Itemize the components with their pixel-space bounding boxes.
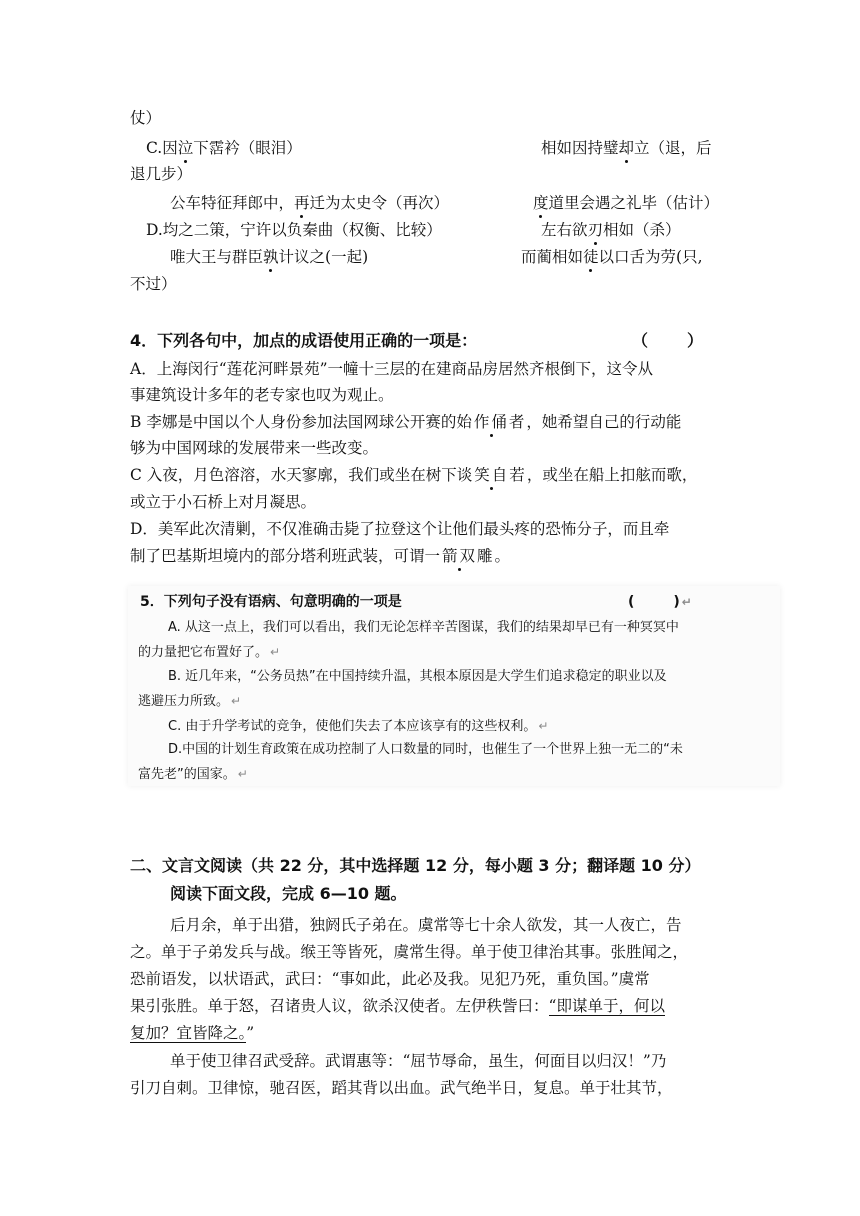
q3-option-d-left: D.均之二策，宁许以负秦曲（权衡、比较）: [146, 221, 442, 239]
passage-line-5: 复加？宜皆降之。”: [130, 1024, 255, 1042]
q3-option-c2-right: 度道里会遇之礼毕（估计）: [533, 194, 720, 212]
q3-option-d-right: 左右欲刃相如（杀）: [541, 221, 681, 239]
q3-line-7: 不过）: [130, 275, 177, 293]
q5-option-d-line2: 富先老”的国家。 ↵: [138, 767, 248, 782]
q3-option-d2-left: 唯大王与群臣孰计议之(一起): [170, 248, 369, 266]
q3-option-c2-left: 公车特征拜郎中，再迁为太史令（再次）: [170, 194, 450, 212]
underlined-sentence: 复加？宜皆降之。: [130, 1024, 247, 1042]
dotted-char: 却: [618, 139, 635, 157]
passage-line-6: 单于使卫律召武受辞。武谓惠等：“屈节辱命，虽生，何面目以归汉！”乃: [170, 1052, 667, 1070]
q5-option-a-line1: A. 从这一点上，我们可以看出，我们无论怎样辛苦图谋，我们的结果却早已有一种冥冥中: [168, 620, 679, 635]
q4-option-d-line1: D．美军此次清剿，不仅准确击毙了拉登这个让他们最头疼的恐怖分子，而且牵: [130, 520, 670, 538]
q5-option-d-line1: D.中国的计划生育政策在成功控制了人口数量的同时，也催生了一个世界上独一无二的“未: [168, 742, 683, 757]
q3-line-1: 仗）: [130, 109, 162, 127]
dotted-idiom: 始作俑者: [456, 413, 527, 431]
section-2-instructions: 阅读下面文段，完成 6—10 题。: [170, 884, 407, 903]
dotted-char: 徒: [583, 248, 599, 266]
q3-option-c-left: C.因泣下霑衿（眼泪）: [146, 139, 302, 157]
passage-line-7: 引刀自刺。卫律惊，驰召医，蹈其背以出血。武气绝半日，复息。单于壮其节，: [130, 1079, 673, 1097]
return-mark-icon: ↵: [270, 645, 281, 659]
passage-line-2: 之。单于子弟发兵与战。缑王等皆死，虞常生得。单于使卫律治其事。张胜闻之，: [130, 943, 689, 961]
return-mark-icon: ↵: [538, 719, 549, 733]
q3-line-3: 退几步）: [130, 165, 193, 183]
q4-title: 4．下列各句中，加点的成语使用正确的一项是：: [130, 331, 478, 350]
return-mark-icon: ↵: [231, 694, 242, 708]
q4-option-c-line2: 或立于小石桥上对月凝思。: [130, 493, 317, 511]
q4-option-c-line1: C 入夜，月色溶溶，水天寥廓，我们或坐在树下谈笑自若，或坐在船上扣舷而歌，: [130, 466, 698, 484]
q4-option-b-line1: B 李娜是中国以个人身份参加法国网球公开赛的始作俑者，她希望自己的行动能: [130, 413, 682, 431]
q4-option-a-line1: A．上海闵行“莲花河畔景苑”一幢十三层的在建商品房居然齐根倒下，这令从: [130, 360, 654, 378]
q5-option-c-line1: C. 由于升学考试的竞争，使他们失去了本应该享有的这些权利。 ↵: [168, 719, 549, 734]
dotted-idiom: 一箭双雕: [424, 547, 495, 565]
underlined-sentence: “即谋单于，何以: [548, 997, 665, 1015]
q4-option-b-line2: 够为中国网球的发展带来一些改变。: [130, 439, 379, 457]
dotted-char: 刃: [587, 221, 604, 239]
q5-scanned-image: [128, 586, 780, 786]
passage-line-1: 后月余，单于出猎，独阏氏子弟在。虞常等七十余人欲发，其一人夜亡，告: [170, 916, 682, 934]
dotted-idiom: 谈笑自若: [456, 466, 527, 484]
q5-option-b-line2: 逃避压力所致。 ↵: [138, 694, 242, 709]
q4-option-d-line2: 制了巴基斯坦境内的部分塔利班武装，可谓一箭双雕。: [130, 547, 511, 565]
return-mark-icon: ↵: [681, 595, 692, 609]
passage-line-3: 恐前语发，以状语武，武曰：“事如此，此必及我。见犯乃死，重负国。”虞常: [130, 970, 650, 988]
return-mark-icon: ↵: [237, 767, 248, 781]
q3-option-c-right: 相如因持璧却立（退，后: [541, 139, 712, 157]
q3-option-d2-right: 而蔺相如徒以口舌为劳(只,: [521, 248, 703, 266]
q5-option-a-line2: 的力量把它布置好了。 ↵: [138, 645, 281, 660]
q5-option-b-line1: B. 近几年来，“公务员热”在中国持续升温，其根本原因是大学生们追求稳定的职业以及: [168, 669, 667, 684]
dotted-char: 度: [533, 194, 549, 212]
passage-line-4: 果引张胜。单于怒，召诸贵人议，欲杀汉使者。左伊秩訾曰：“即谋单于，何以: [130, 997, 665, 1015]
dotted-char: 孰: [263, 248, 279, 266]
q5-answer-paren: ( ) ↵: [628, 594, 692, 610]
dotted-char: 再: [294, 194, 310, 212]
q4-option-a-line2: 事建筑设计多年的老专家也叹为观止。: [130, 386, 394, 404]
dotted-char: 泣: [177, 139, 194, 157]
q4-answer-paren: （ ）: [632, 331, 703, 350]
q5-title: 5．下列句子没有语病、句意明确的一项是: [140, 594, 402, 610]
section-2-title: 二、文言文阅读（共 22 分，其中选择题 12 分，每小题 3 分；翻译题 10 分）: [130, 856, 701, 875]
